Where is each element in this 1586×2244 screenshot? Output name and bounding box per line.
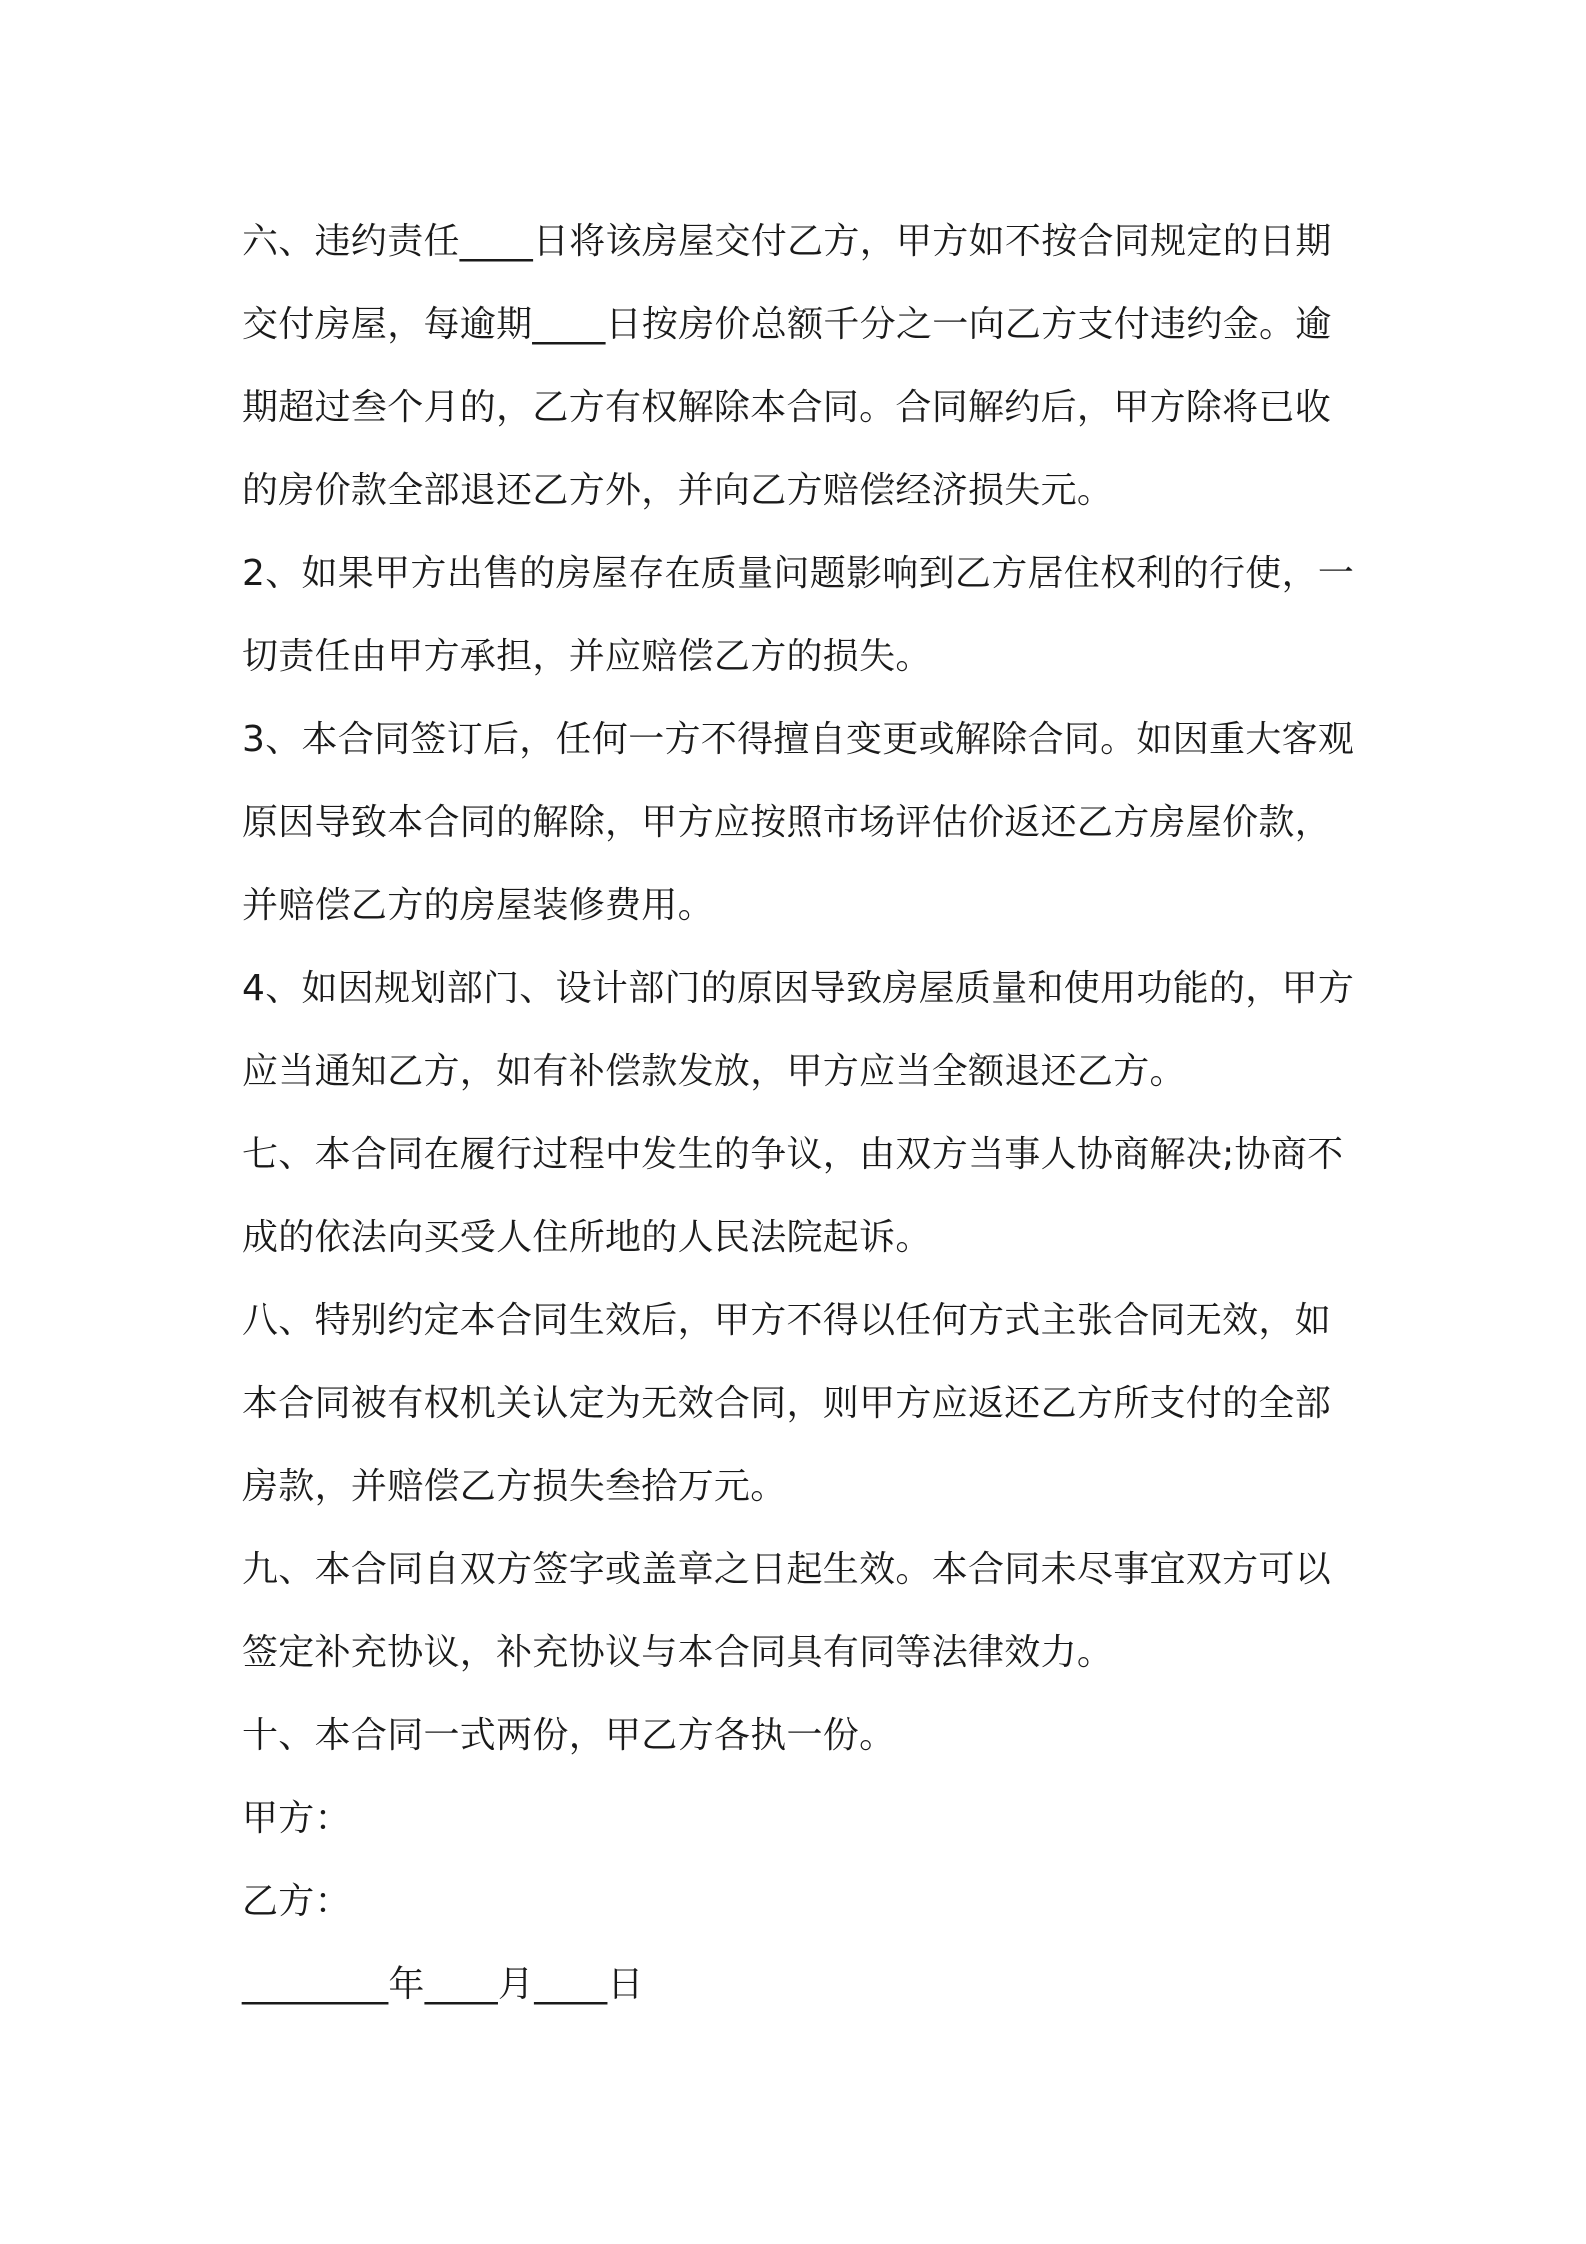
clause-ten-copies: 十、本合同一式两份，甲乙方各执一份。 bbox=[242, 1715, 896, 1756]
clause-nine-effectiveness: 九、本合同自双方签字或盖章之日起生效。本合同未尽事宜双方可以签定补充协议，补充协议与本合同具有同等法律效力。 bbox=[242, 1549, 1332, 1673]
clause-six-breach-liability: 六、违约责任____日将该房屋交付乙方，甲方如不按合同规定的日期交付房屋，每逾期____日按房价总额千分之一向乙方支付违约金。逾期超过叁个月的，乙方有权解除本合同。合同解约后，甲方除将已收的房价款全部退还乙方外，并向乙方赔偿经济损失元。 bbox=[242, 221, 1332, 511]
clause-quality-issues: 2、如果甲方出售的房屋存在质量问题影响到乙方居住权利的行使，一切责任由甲方承担，并应赔偿乙方的损失。 bbox=[242, 553, 1355, 677]
clause-planning-department: 4、如因规划部门、设计部门的原因导致房屋质量和使用功能的，甲方应当通知乙方，如有补偿款发放，甲方应当全额退还乙方。 bbox=[242, 968, 1355, 1092]
party-a-signature-line: 甲方： bbox=[242, 1798, 351, 1839]
clause-seven-disputes: 七、本合同在履行过程中发生的争议，由双方当事人协商解决;协商不成的依法向买受人住所地的人民法院起诉。 bbox=[242, 1134, 1344, 1258]
clause-eight-special-agreement: 八、特别约定本合同生效后，甲方不得以任何方式主张合同无效，如本合同被有权机关认定为无效合同，则甲方应返还乙方所支付的全部房款，并赔偿乙方损失叁拾万元。 bbox=[242, 1300, 1332, 1507]
party-b-signature-line: 乙方： bbox=[242, 1881, 351, 1922]
date-line: ________年____月____日 bbox=[242, 1964, 644, 2005]
clause-no-unilateral-change: 3、本合同签订后，任何一方不得擅自变更或解除合同。如因重大客观原因导致本合同的解除，甲方应按照市场评估价返还乙方房屋价款，并赔偿乙方的房屋装修费用。 bbox=[242, 719, 1355, 926]
contract-body bbox=[242, 200, 1360, 2026]
